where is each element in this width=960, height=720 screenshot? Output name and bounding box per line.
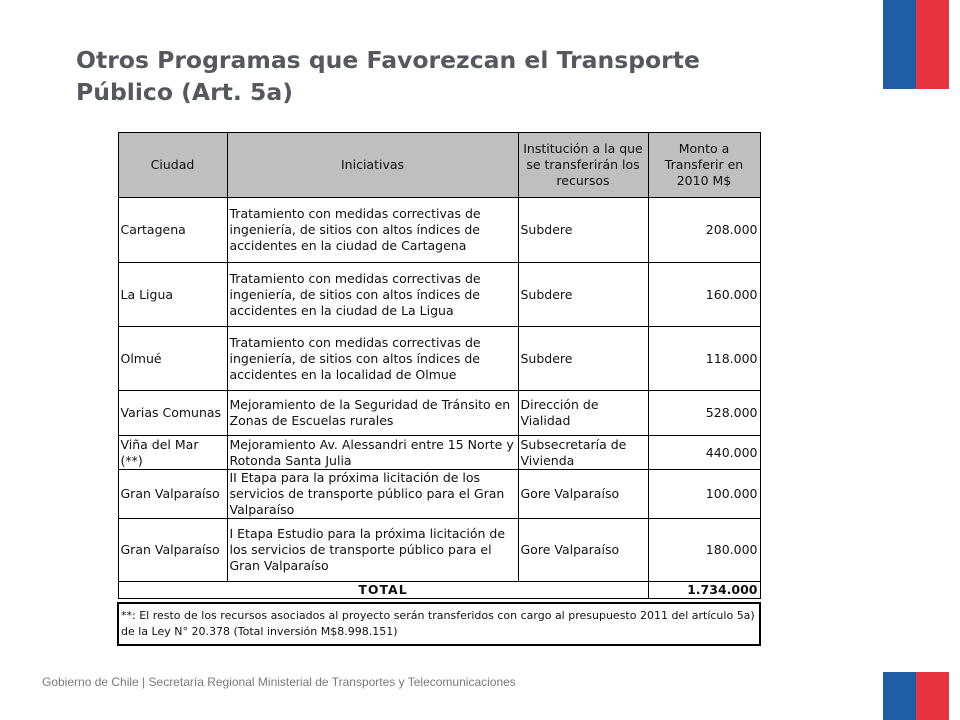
flag-blue-stripe — [883, 672, 916, 720]
cell-institucion: Gore Valparaíso — [518, 519, 648, 582]
flag-red-stripe — [916, 672, 949, 720]
cell-institucion: Dirección de Vialidad — [518, 391, 648, 436]
cell-iniciativa: Tratamiento con medidas correctivas de ingeniería, de sitios con altos índices de accidentes en la localidad de Olmue — [227, 327, 518, 391]
cell-ciudad: Gran Valparaíso — [118, 470, 227, 519]
table-header-row — [118, 133, 760, 198]
cell-monto: 100.000 — [648, 470, 760, 519]
cell-iniciativa: I Etapa Estudio para la próxima licitación de los servicios de transporte público para el Gran Valparaíso — [227, 519, 518, 582]
cell-institucion: Subdere — [518, 198, 648, 263]
header-ciudad: Ciudad — [118, 133, 227, 198]
flag-decoration-bottom — [883, 672, 949, 720]
cell-institucion: Subsecretaría de Vivienda — [518, 436, 648, 470]
cell-ciudad: La Ligua — [118, 263, 227, 327]
table-row — [118, 198, 760, 263]
programs-table — [117, 132, 761, 646]
cell-ciudad: Cartagena — [118, 198, 227, 263]
cell-ciudad: Viña del Mar (**) — [118, 436, 227, 470]
cell-iniciativa: Tratamiento con medidas correctivas de ingeniería, de sitios con altos índices de accidentes en la ciudad de La Ligua — [227, 263, 518, 327]
table-row — [118, 263, 760, 327]
cell-ciudad: Gran Valparaíso — [118, 519, 227, 582]
title-line-1: Otros Programas que Favorezcan el Transporte — [76, 46, 700, 74]
cell-iniciativa: II Etapa para la próxima licitación de los servicios de transporte público para el Gran Valparaíso — [227, 470, 518, 519]
table-row — [118, 327, 760, 391]
cell-monto: 160.000 — [648, 263, 760, 327]
header-monto: Monto a Transferir en 2010 M$ — [648, 133, 760, 198]
table-row — [118, 391, 760, 436]
cell-monto: 180.000 — [648, 519, 760, 582]
total-value: 1.734.000 — [648, 582, 760, 599]
total-label: TOTAL — [118, 582, 648, 599]
cell-institucion: Subdere — [518, 263, 648, 327]
cell-ciudad: Olmué — [118, 327, 227, 391]
total-row — [118, 582, 760, 599]
title-line-2: Público (Art. 5a) — [76, 78, 293, 106]
cell-iniciativa: Mejoramiento Av. Alessandri entre 15 Norte y Rotonda Santa Julia — [227, 436, 518, 470]
cell-institucion: Subdere — [518, 327, 648, 391]
page-title — [76, 44, 836, 108]
cell-monto: 208.000 — [648, 198, 760, 263]
flag-red-stripe — [916, 0, 949, 89]
flag-blue-stripe — [883, 0, 916, 89]
cell-iniciativa: Tratamiento con medidas correctivas de ingeniería, de sitios con altos índices de accidentes en la ciudad de Cartagena — [227, 198, 518, 263]
footer-text: Gobierno de Chile | Secretaría Regional Ministerial de Transportes y Telecomunicaciones — [42, 675, 516, 689]
cell-ciudad: Varias Comunas — [118, 391, 227, 436]
table-row — [118, 519, 760, 582]
cell-iniciativa: Mejoramiento de la Seguridad de Tránsito en Zonas de Escuelas rurales — [227, 391, 518, 436]
cell-monto: 440.000 — [648, 436, 760, 470]
table-row — [118, 470, 760, 519]
table-row — [118, 436, 760, 470]
footnote-row — [118, 603, 760, 645]
cell-monto: 118.000 — [648, 327, 760, 391]
flag-decoration-top — [883, 0, 949, 89]
cell-institucion: Gore Valparaíso — [518, 470, 648, 519]
header-institucion: Institución a la que se transferirán los recursos — [518, 133, 648, 198]
footnote: **: El resto de los recursos asociados al proyecto serán transferidos con cargo al presupuesto 2011 del artículo 5a) de la Ley N° 20.378 (Total inversión M$8.998.151) — [118, 603, 760, 645]
header-iniciativas: Iniciativas — [227, 133, 518, 198]
cell-monto: 528.000 — [648, 391, 760, 436]
